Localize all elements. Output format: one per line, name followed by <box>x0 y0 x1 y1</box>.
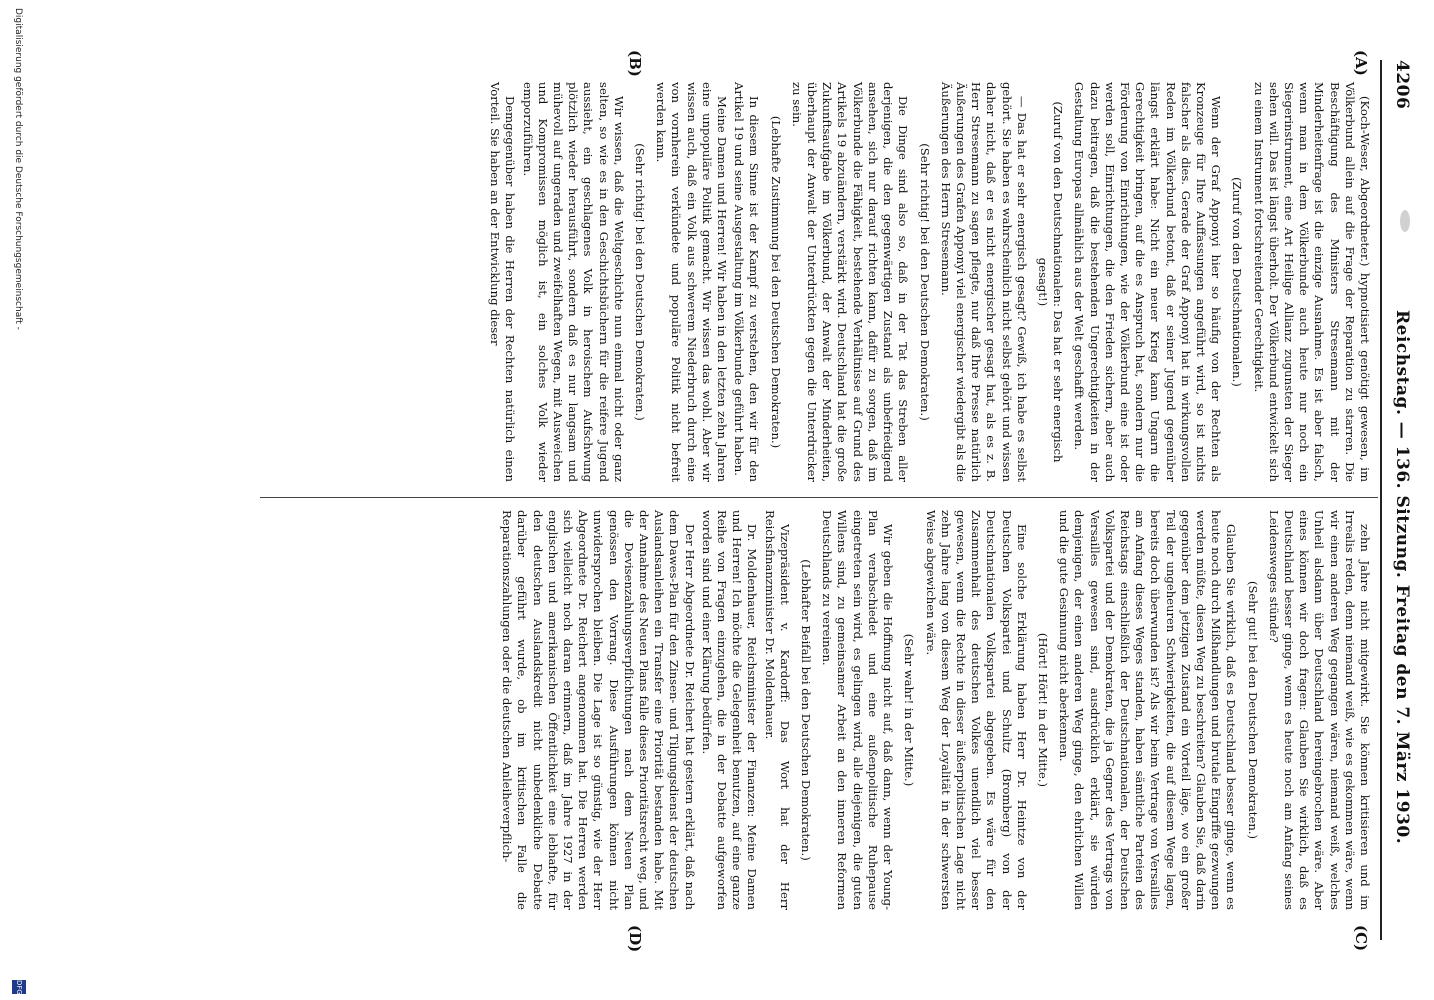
paragraph: Dr. Moldenhauer, Reichsminister der Finanzen: Meine Damen und Herren! Ich möchte die Gelegenheit benutzen, auf eine ganze Reihe von Fragen einzugehen, die in der Debatte aufgeworfen worden sind und einer Klärung bedürfen. <box>699 510 760 910</box>
interjection: (Sehr richtig! bei den Deutschen Demokraten.) <box>917 143 932 421</box>
paragraph: Der Herr Abgeordnete Dr. Reichert hat gestern erklärt, daß nach dem Dawes-Plan für den Zinsen- und Tilgungsdienst der deutschen Auslandsanleihen ein Transfer eine Priorität bestanden habe. Mit der Annahme des Neuen Plans falle dieses Prioritätsrecht weg, und die Devisenzahlungsverpflichtungen nach dem Neuen Plan genössen den Vorrang. Diese Ausführungen können nicht unwidersprochen bleiben. Die Lage ist so günstig, wie der Herr Abgeordnete Dr. Reichert angenommen hat. Die Herren werden sich vielleicht noch daran erinnern, daß im Jahre 1927 in der englischen und amerikanischen Öffentlichkeit eine lebhafte, für den deutschen Auslandskredit nicht unbedenkliche Debatte darüber geführt wurde, ob im kritischen Falle die Reparationszahlungen oder die deutschen Anleiheverpflich- <box>500 510 697 910</box>
paragraph: Wenn der Graf Apponyi hier so häufig von der Rechten als Kronzeuge für Ihre Auffassungen angeführt wird, so ist nichts falscher als dies. Gerade der Graf Apponyi hat in wirkungsvollen Reden im Völkerbund betont, daß er seiner Jugend gegenüber längst erklärt habe: Nicht ein neuer Krieg kann Ungarn die Gerechtigkeit bringen, auf die es Anspruch hat, sondern nur die Förderung von Einrichtungen, wie der Völkerbund eine ist oder werden soll, Einrichtungen, die den Frieden sichern, aber auch dazu beitragen, daß die bestehenden Ungerechtigkeiten in der Gestaltung Europas allmählich aus der Welt geschafft werden. <box>1072 82 1224 482</box>
paragraph: Wir wissen, daß die Weltgeschichte nun einmal nicht oder ganz selten, so wie es in den Geschichtsbüchern für die reifere Jugend aussieht, ein geschlagenes Volk in heroischem Aufschwung plötzlich wieder herausführt, sondern daß es nur langsam und mühevoll auf ungeraden und zweifelhaften Wegen, mit Ausweichen und Kompromissen möglich ist, ein solches Volk wieder emporzuführen. <box>520 82 626 482</box>
dfg-logo: DFG <box>12 980 26 994</box>
interjection: (Zuruf von den Deutschnationalen: Das hat er sehr energisch gesagt!) <box>1035 101 1066 463</box>
header-title: Reichstag. — 136. Sitzung. Freitag den 7. März 1930. <box>1392 310 1412 845</box>
paragraph: Glauben Sie wirklich, daß es Deutschland besser ginge, wenn es heute noch durch Mißhandlungen und brutale Eingriffe gezwungen werden müßte, diesen Weg zu beschreiten? Glauben Sie, daß darin gegenüber dem jetzigen Zustand ein Vorteil läge, wo ein großer Teil der ungeheuren Schwierigkeiten, die auf diesem Wege lagen, bereits doch überwunden ist? Als wir beim Vertrage von Versailles am Anfang dieses Weges standen, haben sämtliche Parteien des Reichstags einschließlich der Deutschnationalen, der Deutschen Volkspartei und der Demokraten, die ja Gegner des Vertrags von Versailles gewesen sind, ausdrücklich erklärt, sie würden demjenigen, der einen anderen Weg ginge, den ehrlichen Willen und die gute Gesinnung nicht aberkennen. <box>1057 510 1239 910</box>
margin-marker-b: (B) <box>626 50 644 77</box>
ink-smudge <box>1400 210 1410 232</box>
margin-marker-c: (C) <box>1352 925 1370 952</box>
paragraph: zehn Jahre nicht mitgewirkt. Sie können kritisieren und im Irrealis reden, denn niemand weiß, wie es gekommen wäre, wenn wir einen anderen Weg gegangen wären, niemand weiß, welches Unheil alsdann über Deutschland hereingebrochen wäre. Aber eines können wir doch fragen: Glauben Sie wirklich, daß es Deutschland besser ginge, wenn es heute noch am Anfang seines Leidensweges stünde? <box>1266 510 1372 910</box>
paragraph: Meine Damen und Herren! Wir haben in den letzten zehn Jahren eine unpopuläre Politik gemacht. Wir wissen das wohl. Aber wir wissen auch, daß ein Volk aus schwerem Niederbruch durch eine von vornherein verkündete und populäre Politik nicht befreit werden kann. <box>654 82 730 482</box>
page-header <box>1386 60 1412 940</box>
paragraph: — Das hat er sehr energisch gesagt? Gewiß, ich habe es selbst gehört. Sie haben es wahrscheinlich nicht selbst gehört und wissen daher nicht, daß er es nicht energischer gesagt hat, als es z. B. Herr Stresemann zu sagen pflegte, nur daß Ihre Presse natürlich Äußerungen des Grafen Apponyi viel energischer wiedergibt als die Äußerungen des Herrn Stresemann. <box>938 82 1029 482</box>
column-divider <box>260 497 1378 498</box>
paragraph: In diesem Sinne ist der Kampf zu verstehen, den wir für den Artikel 19 und seine Ausgestaltung im Völkerbunde geführt haben. <box>732 82 762 482</box>
paragraph: Die Dinge sind also so, daß in der Tat das Streben aller derjenigen, die den gegenwärtigen Zustand als unbefriedigend ansehen, sich nur darauf richten kann, dafür zu sorgen, daß im Völkerbunde die Fähigkeit, bestehende Verhältnisse auf Grund des Artikels 19 abzuändern, verstärkt wird. Deutschland hat die große Zukunftsaufgabe im Völkerbund, der Anwalt der Minderheiten, überhaupt der Anwalt der Unterdrückten gegen die Unterdrücker zu sein. <box>789 82 911 482</box>
interjection: (Sehr richtig! bei den Deutschen Demokraten.) <box>633 143 648 421</box>
digitization-footer <box>6 0 26 1000</box>
paragraph: (Koch-Weser, Abgeordneter.) hypnotisiert genötigt gewesen, im Völkerbund allein auf die Frage der Reparation zu starren. Die Beschäftigung des Ministers Stresemann mit der Minderheitenfrage ist die einzige Ausnahme. Es ist aber falsch, wenn man in dem Völkerbunde auch heute nur noch ein Siegerinstrument, eine Art Heilige Allianz zugunsten der Sieger sehen will. Das ist längst überholt. Der Völkerbund entwickelt sich zu einem Instrument fortschreitender Gerechtigkeit. <box>1251 82 1372 482</box>
right-column <box>497 510 1372 910</box>
interjection: (Zuruf von den Deutschnationalen.) <box>1230 177 1245 387</box>
interjection: (Sehr wahr! in der Mitte.) <box>902 633 917 787</box>
interjection: (Lebhafter Beifall bei den Deutschen Demokraten.) <box>799 559 814 861</box>
interjection: (Lebhafte Zustimmung bei den Deutschen Demokraten.) <box>768 115 783 449</box>
paragraph: Vizepräsident v. Kardorff: Das Wort hat der Herr Reichsfinanzminister Dr. Moldenhauer. <box>762 510 792 910</box>
interjection: (Sehr gut! bei den Deutschen Demokraten.) <box>1245 580 1260 840</box>
interjection: (Hört! Hört! in der Mitte.) <box>1035 632 1050 788</box>
digitization-note: Digitalisierung gefördert durch die Deutsche Forschungsgemeinschaft - <box>13 8 23 330</box>
margin-marker-a: (A) <box>1352 50 1370 76</box>
paragraph: Demgegenüber haben die Herren der Rechten natürlich einen Vorteil. Sie haben an der Entwicklung dieser <box>488 82 518 482</box>
left-column <box>485 82 1372 482</box>
page-number: 4206 <box>1392 60 1412 110</box>
margin-marker-d: (D) <box>626 925 644 953</box>
header-rule <box>1380 60 1382 940</box>
paragraph: Wir geben die Hoffnung nicht auf, daß dann, wenn der Young-Plan verabschiedet und eine außenpolitische Ruhepause eingetreten sein wird, es gelingen wird, alle diejenigen, die guten Willens sind, zu gemeinsamer Arbeit an den inneren Reformen Deutschlands zu vereinen. <box>820 510 896 910</box>
paragraph: Eine solche Erklärung haben Herr Dr. Heintze von der Deutschen Volkspartei und Schultz (Bromberg) von der Deutschnationalen Volkspartei abgegeben. Es wäre für den Zusammenhalt des deutschen Volkes unendlich viel besser gewesen, wenn die Rechte in dieser äußerpolitischen Lage nicht zehn Jahre lang von diesem Weg der Loyalität in der schwersten Weise abgewichen wäre. <box>923 510 1029 910</box>
